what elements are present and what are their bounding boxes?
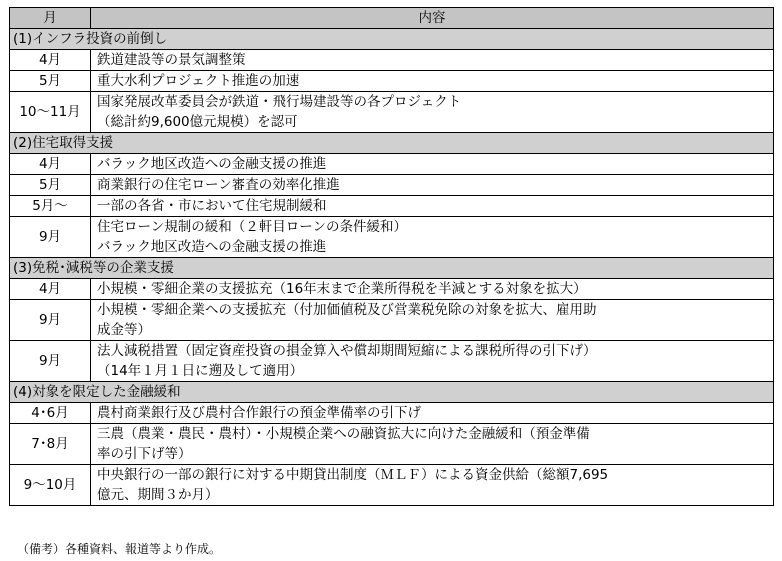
month-cell: 7･8月 [10, 424, 91, 465]
table-row [10, 50, 774, 71]
content-line: バラック地区改造への金融支援の推進 [97, 239, 327, 255]
content-cell [91, 403, 774, 424]
month-cell: 10～11月 [10, 92, 91, 133]
content-line: バラック地区改造への金融支援の推進 [97, 156, 327, 172]
content-cell [91, 154, 774, 175]
source-note: （備考）各種資料、報道等より作成。 [17, 542, 222, 556]
table-row [10, 92, 774, 133]
content-cell [91, 71, 774, 92]
content-line: 成金等） [97, 322, 151, 338]
table-row [10, 465, 774, 506]
content-line: （総計約9,600億元規模）を認可 [97, 114, 298, 130]
content-line: 三農（農業・農民・農村）・小規模企業への融資拡大に向けた金融緩和（預金準備 [97, 426, 590, 442]
content-line: 鉄道建設等の景気調整策 [97, 52, 246, 68]
section-title: (2)住宅取得支援 [10, 133, 774, 154]
section-header-row [10, 258, 774, 279]
month-cell: 9月 [10, 300, 91, 341]
content-cell [91, 217, 774, 258]
content-cell [91, 300, 774, 341]
month-cell: 9月 [10, 217, 91, 258]
content-cell [91, 175, 774, 196]
content-line: 小規模・零細企業への支援拡充（付加価値税及び営業税免除の対象を拡大、雇用助 [97, 302, 597, 318]
month-cell: 4月 [10, 50, 91, 71]
content-line: 一部の各省・市において住宅規制緩和 [97, 198, 327, 214]
table-row [10, 279, 774, 300]
section-header-row [10, 382, 774, 403]
content-line: 農村商業銀行及び農村合作銀行の預金準備率の引下げ [97, 405, 421, 421]
month-cell: 4月 [10, 154, 91, 175]
section-header-row [10, 29, 774, 50]
month-cell: 5月～ [10, 196, 91, 217]
table-body [10, 29, 774, 506]
content-column-header: 内容 [91, 8, 774, 29]
content-cell [91, 424, 774, 465]
table-row [10, 154, 774, 175]
content-line: 商業銀行の住宅ローン審査の効率化推進 [97, 177, 340, 193]
content-line: 国家発展改革委員会が鉄道・飛行場建設等の各プロジェクト [97, 94, 462, 110]
month-cell: 5月 [10, 71, 91, 92]
section-title: (4)対象を限定した金融緩和 [10, 382, 774, 403]
month-cell: 4･6月 [10, 403, 91, 424]
month-cell: 9～10月 [10, 465, 91, 506]
section-header-row [10, 133, 774, 154]
content-line: 小規模・零細企業の支援拡充（16年末まで企業所得税を半減とする対象を拡大） [97, 281, 587, 297]
content-line: 重大水利プロジェクト推進の加速 [97, 73, 300, 89]
month-cell: 5月 [10, 175, 91, 196]
content-cell [91, 279, 774, 300]
section-title: (1)インフラ投資の前倒し [10, 29, 774, 50]
content-line: 法人減税措置（固定資産投資の損金算入や償却期間短縮による課税所得の引下げ） [97, 343, 597, 359]
content-line: 中央銀行の一部の銀行に対する中期貸出制度（ＭＬＦ）による資金供給（総額7,695 [97, 467, 609, 483]
table-row [10, 403, 774, 424]
policy-table [9, 7, 774, 506]
content-line: 率の引下げ等） [97, 446, 192, 462]
month-cell: 9月 [10, 341, 91, 382]
content-cell [91, 196, 774, 217]
content-line: （14年１月１日に遡及して適用） [97, 363, 304, 379]
table-header-row [10, 8, 774, 29]
table-row [10, 217, 774, 258]
section-title: (3)免税･減税等の企業支援 [10, 258, 774, 279]
content-line: 億元、期間３か月） [97, 487, 219, 503]
table-row [10, 424, 774, 465]
month-cell: 4月 [10, 279, 91, 300]
table-row [10, 71, 774, 92]
table-row [10, 341, 774, 382]
table-row [10, 300, 774, 341]
month-column-header: 月 [10, 8, 91, 29]
content-cell [91, 50, 774, 71]
content-line: 住宅ローン規制の緩和（２軒目ローンの条件緩和） [97, 219, 407, 235]
table-row [10, 196, 774, 217]
content-cell [91, 465, 774, 506]
content-cell [91, 341, 774, 382]
table-row [10, 175, 774, 196]
content-cell [91, 92, 774, 133]
